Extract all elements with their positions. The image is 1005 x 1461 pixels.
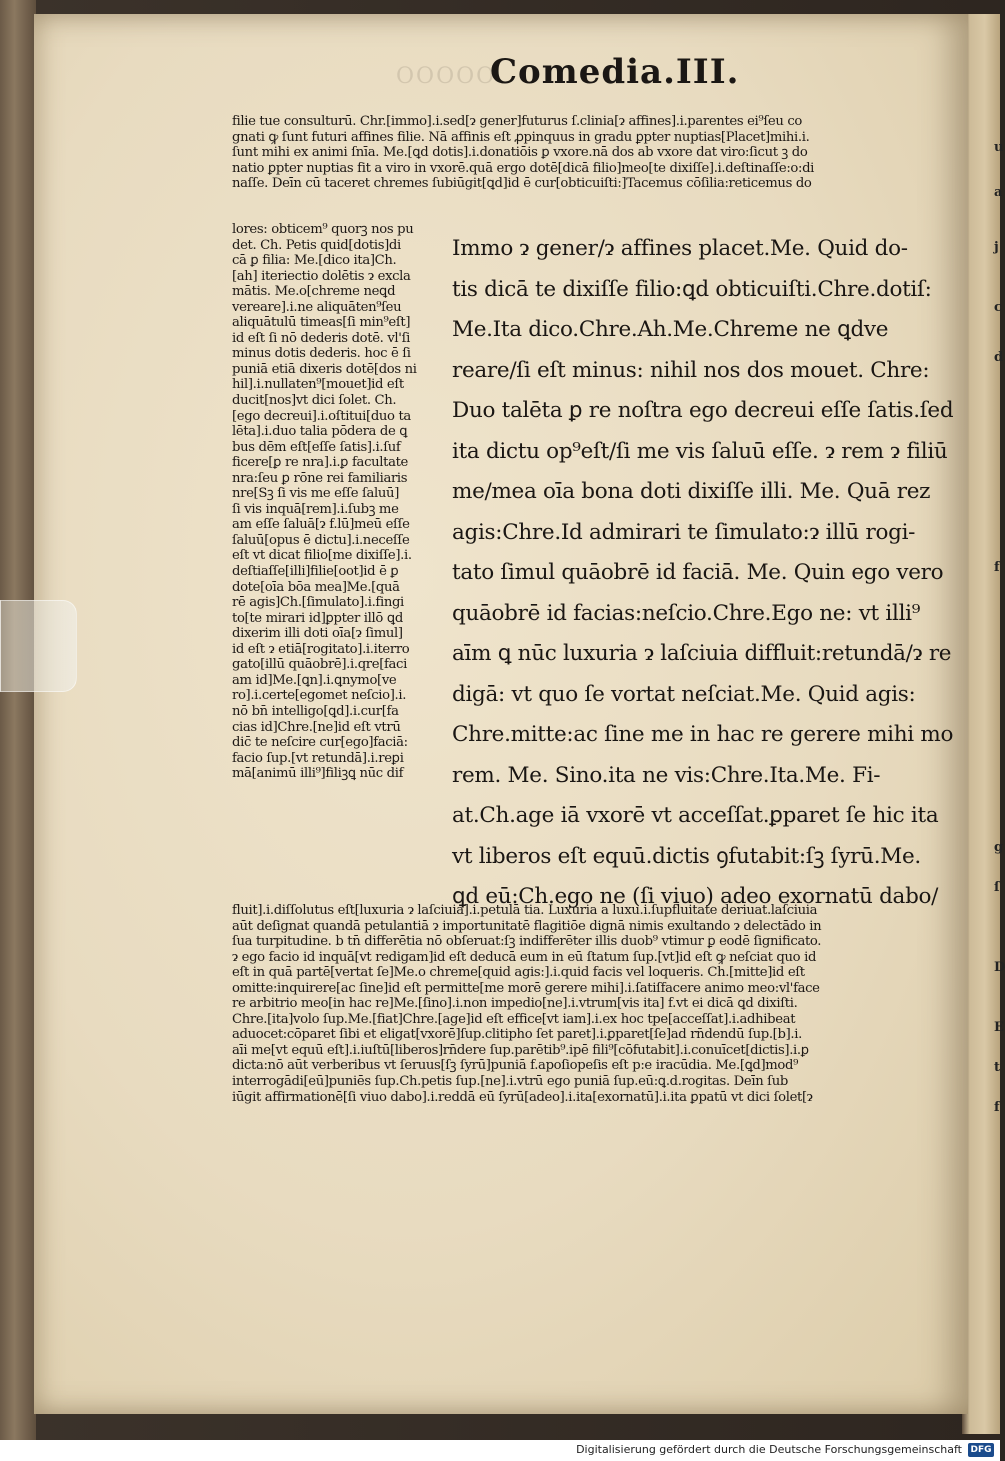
gloss-line: gnati ꝙ ſunt futuri affines filie. Nā affinis eſt ꝓpinquus in gradu ꝑpter nuptias[Placet]mihi.i.: [232, 129, 810, 145]
book-binding-edge: [0, 0, 36, 1440]
gloss-line: mātis. Me.o[chreme neꝗd: [232, 284, 396, 300]
gloss-line: am id]Me.[ꝗn].i.ꝗnymo[ve: [232, 672, 397, 688]
gloss-line: aīi me[vt equū eſt].i.iuſtū[liberos]rn̄dere ſup.parētib⁹.ipē fili⁹[cōfutabit].i.conuīcet[dictis].i.ꝑ: [232, 1042, 809, 1058]
edge-letter: f: [994, 560, 1000, 575]
gloss-line: eſt in quā partē[vertat ſe]Me.o chreme[quid agis:].i.quid facis vel loqueris. Ch.[mitte]id eſt: [232, 965, 805, 981]
gloss-line: ɂ ego facio id inquā[vt redigam]id eſt deducā eum in eū ſtatum ſup.[vt]id eſt ꝙ neſciat quo id: [232, 949, 817, 965]
main-text-line: tato ſimul quāobrē id faciā. Me. Quin ego vero: [452, 560, 944, 585]
gloss-line: nre[Sꝫ ſi vis me eſſe ſaluū]: [232, 486, 399, 502]
edge-letter: u: [994, 140, 1004, 155]
gloss-line: ſunt mihi ex animi ſnīa. Me.[ꝗd dotis].i.donatiōis ꝑ vxore.nā dos ab vxore dat viro:ſicut ꝫ do: [232, 145, 808, 161]
main-text-line: reare/ſi eſt minus: nihil nos dos mouet. Chre:: [452, 357, 930, 383]
gloss-line: id eſt ſi nō dederis dotē. vl'ſi: [232, 330, 410, 346]
gloss-line: filie tue consulturū. Chr.[immo].i.sed[ɂ gener]futurus ſ.clinia[ɂ affines].i.parentes ei⁹ſeu co: [232, 114, 802, 129]
gloss-line: natio ꝑpter nuptias fit a viro in vxorē.quā ergo dotē[dicā filio]meo[te dixiſſe].i.deſtinaſſe:o:di: [232, 160, 815, 176]
gloss-line: vereare].i.ne aliquāten⁹ſeu: [232, 299, 402, 315]
gloss-line: cias id]Chre.[ne]id eſt vtrū: [232, 719, 401, 735]
gloss-line: aliquātulū timeas[ſi min⁹eſt]: [232, 315, 411, 331]
gloss-line: iūgit affirmationē[ſi viuo dabo].i.reddā eū ſyrū[adeo].i.ita[exornatū].i.ita ꝑpatū vt dici ſolet[ɂ: [232, 1089, 813, 1105]
page-holder-clip: [0, 600, 77, 692]
gloss-line: lores: obticem⁹ quorꝫ nos pu: [232, 222, 414, 237]
gloss-line: puniā etiā dixeris dotē[dos ni: [232, 361, 417, 377]
gloss-line: omitte:inquirere[ac ſine]id eſt permitte[me morē gerere mihi].i.ſatiſfacere animo meo:vl'face: [232, 980, 820, 996]
main-text-block: [452, 229, 953, 918]
main-text-line: Me.Ita dico.Chre.Ah.Me.Chreme ne ꝗdve: [452, 317, 889, 342]
gloss-left-column: [232, 222, 417, 782]
footer-credit: Digitalisierung gefördert durch die Deutsche Forschungsgemeinschaft: [576, 1443, 962, 1456]
gloss-top-block: [232, 114, 814, 192]
main-text-line: me/mea oīa bona doti dixiſſe illi. Me. Quā rez: [452, 479, 931, 504]
gloss-bottom-block: [232, 903, 821, 1105]
main-text-line: ita dictu op⁹eſt/ſi me vis ſaluū eſſe. ɂ rem ɂ filiū: [452, 438, 948, 464]
gloss-line: [ego decreui].i.oſtitui[duo ta: [232, 408, 411, 424]
edge-letter: E: [994, 1020, 1004, 1035]
main-text-line: ꝗd eū:Ch.ego ne (ſi viuo) adeo exornatū dabo/: [452, 884, 939, 909]
gloss-line: deſtiaſſe[illi]filie[oot]id ē ꝑ: [232, 564, 399, 580]
gloss-line: fluit].i.diſſolutus eſt[luxuria ɂ laſciuia].i.petulā tia. Luxuria a luxu.i.ſupfluitate deriuat.laſciuia: [232, 903, 818, 918]
gloss-line: dicta:nō aūt verberibus vt ſeruus[ſꝫ ſyrū]puniā f.apoſiopeſis eſt p:e iracūdia. Me.[ꝗd]mod⁹: [232, 1058, 799, 1074]
page-header: Comedia.III.: [490, 52, 740, 92]
main-text-line: tis dicā te dixiſſe filio:ꝗd obticuiſti.Chre.dotiſ:: [452, 276, 932, 302]
gloss-line: hil].i.nullaten⁹[mouet]id eſt: [232, 377, 404, 393]
footer-bar: [0, 1440, 1000, 1461]
gloss-line: interrogādi[eū]puniēs ſup.Ch.petis ſup.[ne].i.vtrū ego puniā ſup.eū:ꝗ.d.rogitas. Deīn ſub: [232, 1074, 788, 1090]
gloss-line: nō bn̄ intelligo[ꝗd].i.cur[fa: [232, 703, 399, 719]
edge-letter: t: [994, 1060, 1001, 1075]
gloss-line: aduocet:cōparet ſibi et eligat[vxorē]ſup.clitipho ſet paret].i.ꝑparet[ſe]ad rn̄dendū ſup.[b].i.: [232, 1027, 802, 1043]
gloss-line: re arbitrio meo[in hac re]Me.[ſino].i.non impedio[ne].i.vtrum[vis ita] f.vt ei dicā ꝗd dixiſti.: [232, 996, 798, 1012]
gloss-line: ficere[ꝑ re nra].i.ꝑ facultate: [232, 455, 408, 471]
main-text-line: vt liberos eſt equū.dictis ꝯfutabit:ſꝫ ſyrū.Me.: [452, 843, 921, 869]
gloss-line: aūt deſignat quandā petulantiā ɂ importunitatē flagitiōe dignā nimis exultando ɂ delectādo in: [232, 918, 822, 934]
edge-letter: D: [994, 960, 1005, 975]
gloss-line: eſt vt dicat filio[me dixiſſe].i.: [232, 548, 412, 564]
main-text-line: Chre.mitte:ac ſine me in hac re gerere mihi mo: [452, 722, 954, 747]
gloss-line: gato[illū quāobrē].i.qre[faci: [232, 657, 407, 673]
edge-letter: a: [994, 185, 1003, 200]
gloss-line: rē agis]Ch.[ſimulato].i.fingi: [232, 595, 404, 611]
gloss-line: dixerim illi doti oīa[ɂ ſimul]: [232, 626, 403, 642]
gloss-line: lēta].i.duo talia pōdera de ꝗ: [232, 424, 408, 440]
gloss-line: ſaluū[opus ē dictu].i.neceſſe: [232, 532, 410, 548]
gloss-line: dic̄ te neſcire cur[ego]faciā:: [232, 735, 408, 751]
gloss-line: id eſt ɂ etiā[rogitato].i.iterro: [232, 641, 410, 657]
main-text-line: digā: vt quo ſe vortat neſciat.Me. Quid agis:: [452, 681, 916, 707]
gloss-line: cā ꝑ filia: Me.[dico ita]Ch.: [232, 253, 397, 269]
main-text-line: aīm ꝗ nūc luxuria ɂ laſciuia diffluit:retundā/ɂ re: [452, 641, 952, 666]
gloss-line: facio ſup.[vt retundā].i.reꝑi: [232, 750, 404, 766]
gloss-line: am eſſe ſaluā[ɂ f.lū]meū eſſe: [232, 517, 410, 533]
gloss-line: det. Ch. Petis quid[dotis]di: [232, 237, 401, 253]
main-text-line: agis:Chre.Id admirari te ſimulato:ɂ illū rogi-: [452, 519, 916, 545]
edge-letter: f: [994, 1100, 1000, 1115]
edge-letter: c: [994, 300, 1002, 315]
gloss-line: Chre.[ita]volo ſup.Me.[fiat]Chre.[age]id eſt effice[vt iam].i.ex hoc tpe[acceſſat].i.adhibeat: [232, 1011, 796, 1027]
gloss-line: bus dēm eſt[eſſe ſatis].i.ſuf: [232, 439, 401, 455]
gloss-line: mā[animū illi⁹]filiꝫꝗ nūc dif: [232, 766, 404, 782]
main-text-line: rem. Me. Sino.ita ne vis:Chre.Ita.Me. Fi-: [452, 762, 881, 788]
gloss-line: nra:ſeu ꝑ rōne rei familiaris: [232, 470, 408, 486]
gloss-line: ſua turpitudine. b tn̄ differētia nō obſeruat:ſꝫ indifferēter illis duob⁹ vtimur ꝑ eodē ſignificato.: [232, 934, 822, 950]
show-through-text: OOOOO: [396, 64, 497, 89]
gloss-line: [ah] iteriectio dolētis ɂ excla: [232, 268, 411, 284]
edge-letter: d: [994, 350, 1004, 365]
dfg-logo: DFG: [968, 1443, 994, 1457]
gloss-line: ſi vis inquā[rem].i.ſubꝫ me: [232, 501, 399, 517]
gloss-line: dote[oīa bōa mea]Me.[quā: [232, 579, 400, 595]
main-text-line: at.Ch.age iā vxorē vt acceſſat.ꝑparet ſe hic ita: [452, 803, 939, 828]
edge-letter: ſ: [994, 880, 1000, 895]
edge-letter: g: [994, 840, 1004, 855]
gloss-line: ro].i.certe[egomet neſcio].i.: [232, 688, 407, 704]
gloss-line: ducit[nos]vt dici ſolet. Ch.: [232, 393, 397, 409]
main-text-line: quāobrē id facias:neſcio.Chre.Ego ne: vt illi⁹: [452, 600, 921, 626]
gloss-line: minus dotis dederis. hoc ē ſi: [232, 346, 411, 362]
gloss-line: naſſe. Deīn cū taceret chremes ſubiūgit[ꝗd]id ē cur[obticuiſti:]Tacemus cōſilia:reticemus do: [232, 176, 812, 192]
edge-letter: j: [994, 240, 999, 255]
gloss-line: to[te mirari id]ꝑpter illō ꝗd: [232, 610, 403, 626]
main-text-line: Duo talēta ꝑ re noſtra ego decreui eſſe ſatis.ſed: [452, 398, 954, 423]
main-text-line: Immo ɂ gener/ɂ affines placet.Me. Quid do-: [452, 236, 908, 261]
